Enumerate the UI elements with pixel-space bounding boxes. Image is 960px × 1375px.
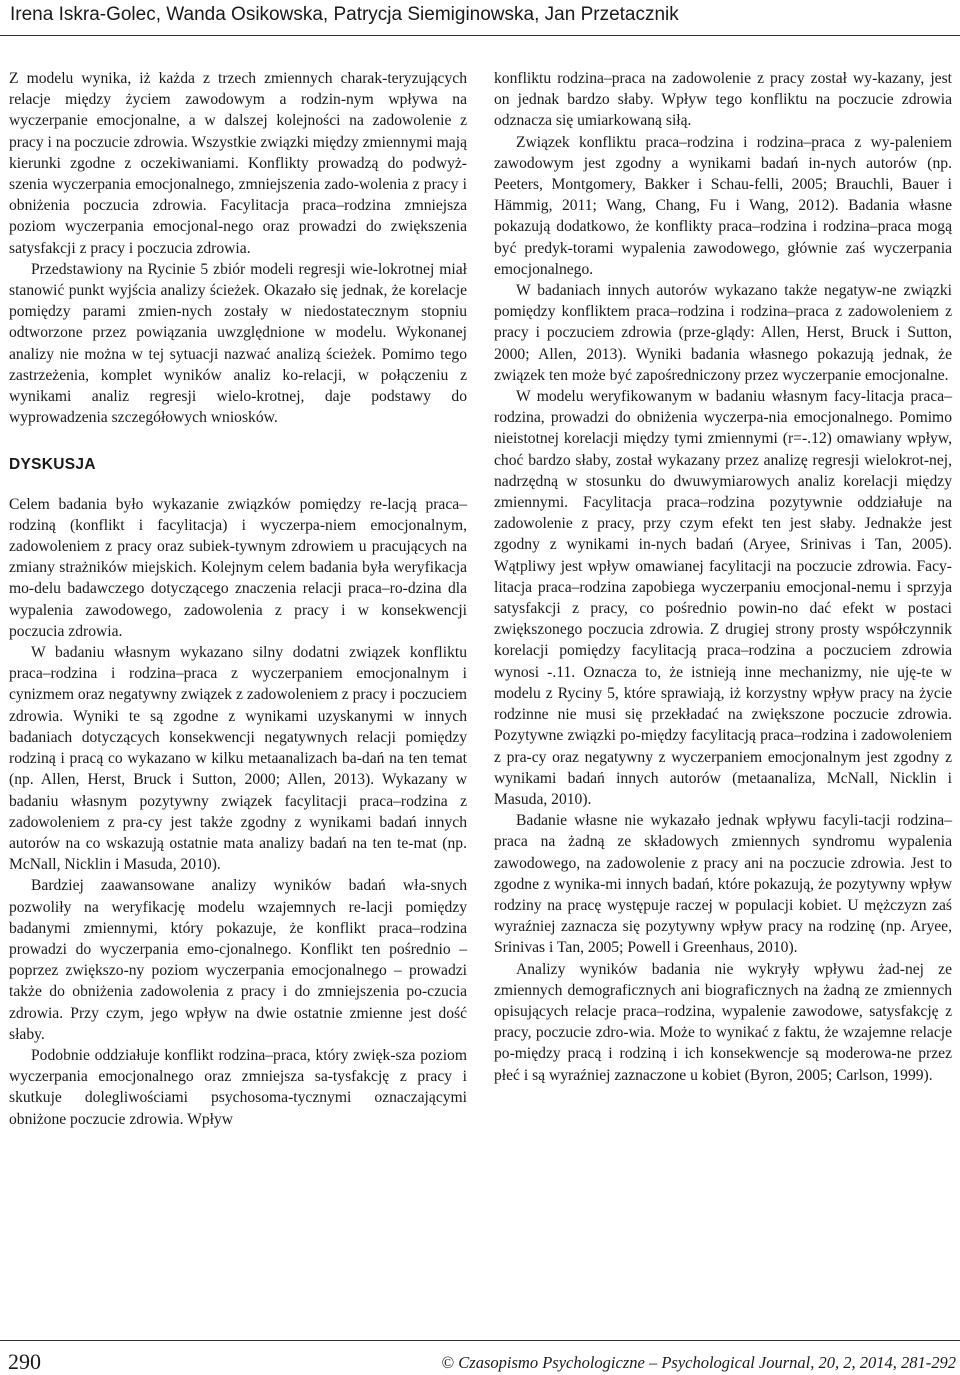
right-text-column — [494, 68, 952, 1086]
journal-citation — [442, 1352, 956, 1374]
header-divider — [0, 35, 960, 36]
footer-divider — [0, 1340, 960, 1341]
left-text-column — [9, 68, 467, 1130]
paragraph: W badaniu własnym wykazano silny dodatni związek konfliktu praca–rodzina i rodzina–praca z wyczerpaniem emocjonalnym i cynizmem oraz negatywny związek z zadowoleniem z pracy i poczuciem zdrowia. Wyniki te są zgodne z wynikami uzyskanymi w innych badaniach dotyczących konsekwencji negatywnych relacji pomiędzy rodziną i pracą co wykazano w kilku metaanalizach ba-dań na ten temat (np. Allen, Herst, Bruck i Sutton, 2000; Allen, 2013). Wykazany w badaniu własnym pozytywny związek facylitacji praca–rodzina z zadowoleniem z pra-cy jest także zgodny z wynikami badań innych autorów na co wskazują ostatnie mata analizy badań na ten te-mat (np. McNall, Nicklin i Masuda, 2010). — [9, 644, 467, 874]
paragraph: Związek konfliktu praca–rodzina i rodzina–praca z wy-paleniem zawodowym jest zgodny a wynikami badań in-nych autorów (np. Peeters, Montgomery, Bakker i Schau-felli, 2005; Brauchli, Bauer i Hämmig, 2011; Wang, Chang, Fu i Wang, 2012). Badania własne pokazują dodatkowo, że konflikty praca–rodzina i rodzina–praca mogą być predyk-torami wypalenia zawodowego, głównie zaś wyczerpania emocjonalnego. — [494, 133, 952, 278]
journal-title: Czasopismo Psychologiczne – Psychological Journal, 20, 2, 2014, 281-292 — [458, 1353, 956, 1372]
paragraph: Z modelu wynika, iż każda z trzech zmiennych charak-teryzujących relacje między życiem zawodowym a rodzin-nym wpływa na wyczerpanie emocjonalne, a w dalszej kolejności na zadowolenie z pracy i na poczucie zdrowia. Wszystkie związki między zmiennymi mają kierunki zgodne z oczekiwaniami. Konflikty prowadzą do podwyż-szenia wyczerpania emocjonalnego, zmniejszenia zado-wolenia z pracy i obniżenia poczucia zdrowia. Facylitacja praca–rodzina zmniejsza poziom wyczerpania emocjonal-nego oraz prowadzi do zwiększenia satysfakcji z pracy i poczucia zdrowia. — [9, 70, 467, 257]
paragraph: W modelu weryfikowanym w badaniu własnym facy-litacja praca–rodzina, prowadzi do obniżenia wyczerpa-nia emocjonalnego. Pomimo nieistotnej korelacji między tymi zmiennymi (r=-.12) omawiany wpływ, choć bardzo słaby, został wykazany przez analizę regresji wielokrot-nej, nadrzędną w stosunku do dwuwymiarowych analiz korelacji między zmiennymi. Facylitacja praca–rodzina pozytywnie oddziałuje na zadowolenie z pracy, przy czym efekt ten jest słaby. Jednakże jest zgodny z wynikami in-nych badań (Aryee, Srinivas i Tan, 2005). Wątpliwy jest wpływ omawianej facylitacji na poczucie zdrowia. Facy-litacja praca–rodzina zapobiega wyczerpaniu emocjonal-nemu i sprzyja satysfakcji z pracy, co pośrednio powin-no dać efekt w postaci zwiększonego poczucia zdrowia. Z drugiej strony prosty współczynnik korelacji pomiędzy facylitacją praca–rodzina a poczuciem zdrowia wynosi -.11. Oznacza to, że istnieją inne mechanizmy, nie uję-te w modelu z Ryciny 5, które sprawiają, iż korzystny wpływ pracy na życie rodzinne nie musi się przekładać na zwiększone poczucie zdrowia. Pozytywne związki po-między facylitacją praca–rodzina i zadowoleniem z pra-cy oraz negatywny z wyczerpaniem emocjonalnym jest zgodny z wynikami badań innych autorów (metaanaliza, McNall, Nicklin i Masuda, 2010). — [494, 388, 952, 808]
paragraph: Przedstawiony na Rycinie 5 zbiór modeli regresji wie-lokrotnej miał stanowić punkt wyjścia analizy ścieżek. Okazało się jednak, że korelacje pomiędzy parami zmien-nych zostały w niedostatecznym stopniu odtworzone przez powiązania uwzględnione w modelu. Wykonanej analizy nie można w tej sytuacji nazwać analizą ścieżek. Pomimo tego zastrzeżenia, komplet wyników analiz ko-relacji, w połączeniu z wynikami analiz regresji wielo-krotnej, daje podstawy do wyprowadzenia szczegółowych wniosków. — [9, 260, 467, 427]
paragraph: Badanie własne nie wykazało jednak wpływu facyli-tacji rodzina–praca na żadną ze składowych zmiennych syndromu wypalenia zawodowego, na zadowolenie z pracy ani na poczucie zdrowia. Jest to zgodne z wynika-mi innych badań, które pokazują, że pozytywny wpływ rodziny na pracę występuje raczej w populacji kobiet. U mężczyzn zaś wyraźniej zaznacza się pozytywny wpływ pracy na rodzinę (np. Aryee, Srinivas i Tan, 2005; Powell i Greenhaus, 2010). — [494, 812, 952, 957]
paragraph: konfliktu rodzina–praca na zadowolenie z pracy został wy-kazany, jest on jednak bardzo słaby. Wpływ tego konfliktu na poczucie zdrowia odznacza się umiarkowaną siłą. — [494, 70, 952, 130]
copyright-symbol: © — [441, 1353, 455, 1372]
page-number: 290 — [8, 1349, 41, 1374]
paragraph: Analizy wyników badania nie wykryły wpływu żad-nej ze zmiennych demograficznych ani biograficznych na żadną ze zmiennych opisujących relacje praca–rodzina, wypalenie zawodowe, satysfakcję z pracy, poczucie zdro-wia. Może to wynikać z faktu, że wzajemne relacje po-między pracą i rodziną i ich konsekwencje są moderowa-ne przez płeć i są wyraźniej zaznaczone u kobiet (Byron, 2005; Carlson, 1999). — [494, 960, 952, 1084]
paragraph: Bardziej zaawansowane analizy wyników badań wła-snych pozwoliły na weryfikację modelu wzajemnych re-lacji pomiędzy badanymi zmiennymi, który pokazuje, że konflikt praca–rodzina prowadzi do wyczerpania emo-cjonalnego. Konflikt ten pośrednio – poprzez zwiększo-ny poziom wyczerpania emocjonalnego – prowadzi także do obniżenia zadowolenia z pracy i do zmniejszenia po-czucia zdrowia. Przy czym, jego wpływ na dwie ostatnie zmienne jest dość słaby. — [9, 877, 467, 1043]
running-header-authors: Irena Iskra-Golec, Wanda Osikowska, Patrycja Siemiginowska, Jan Przetacznik — [10, 4, 679, 25]
section-heading-discussion: DYSKUSJA — [9, 456, 96, 474]
paragraph: W badaniach innych autorów wykazano także negatyw-ne związki pomiędzy konfliktem praca–rodzina i rodzina–praca z zadowoleniem z pracy i poczuciem zdrowia (prze-glądy: Allen, Herst, Bruck i Sutton, 2000; Allen, 2013). Wyniki badania własnego pokazują jednak, że związek ten może być zapośredniczony przez wyczerpanie emocjonalne. — [494, 282, 952, 384]
paragraph: Celem badania było wykazanie związków pomiędzy re-lacją praca–rodziną (konflikt i facylitacja) i wyczerpa-niem emocjonalnym, zadowoleniem z pracy oraz subiek-tywnym zdrowiem u pracujących na zmiany strażników miejskich. Kolejnym celem badania była weryfikacja mo-delu badawczego dotyczącego znaczenia relacji praca–ro-dzina dla wypalenia zawodowego, zadowolenia z pracy i w konsekwencji poczucia zdrowia. — [9, 495, 467, 640]
paragraph: Podobnie oddziałuje konflikt rodzina–praca, który zwięk-sza poziom wyczerpania emocjonalnego oraz zmniejsza sa-tysfakcję z pracy i skutkuje dolegliwościami psychosoma-tycznymi oznaczającymi obniżone poczucie zdrowia. Wpływ — [9, 1046, 467, 1128]
